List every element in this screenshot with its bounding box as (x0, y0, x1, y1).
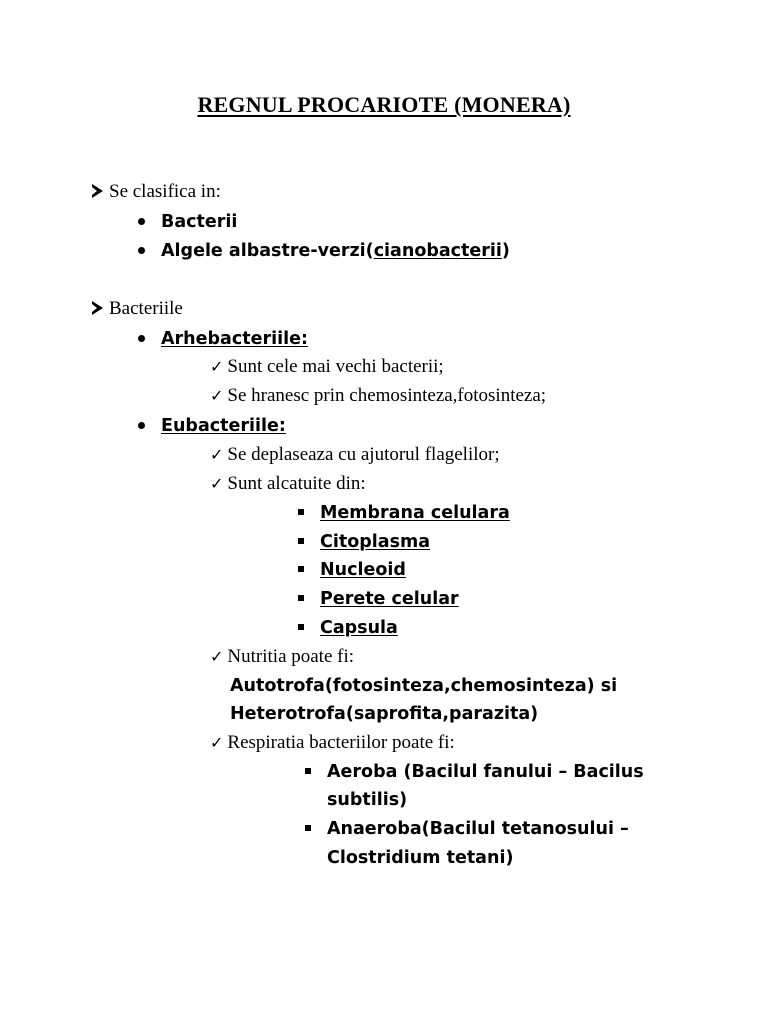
checkmark-icon: ✓ (210, 733, 224, 752)
list-item-text: Bacterii (161, 212, 238, 232)
round-bullet-icon (138, 218, 145, 225)
list-item (138, 327, 308, 351)
list-item (138, 239, 510, 263)
section-classification-heading (92, 180, 221, 204)
list-item (138, 210, 237, 234)
check-item (210, 443, 500, 467)
list-item (138, 414, 286, 438)
underlined-term: cianobacterii (373, 241, 502, 261)
nutrition-text-line: Autotrofa(fotosinteza,chemosinteza) si (230, 676, 618, 696)
square-bullet-icon (305, 768, 311, 774)
component-item (298, 616, 398, 640)
checkmark-icon: ✓ (210, 386, 224, 405)
check-item-text: Se deplaseaza cu ajutorul flagelilor; (227, 444, 500, 465)
square-bullet-icon (298, 538, 304, 544)
check-item (210, 384, 546, 408)
respiration-item (305, 817, 629, 841)
check-item-text: Nutritia poate fi: (227, 646, 355, 667)
round-bullet-icon (138, 335, 145, 342)
respiration-text: Anaeroba(Bacilul tetanosului – (327, 819, 629, 839)
checkmark-icon: ✓ (210, 357, 224, 376)
component-text: Membrana celulara (320, 503, 510, 523)
check-item-text: Sunt cele mai vechi bacterii; (227, 356, 444, 377)
round-bullet-icon (138, 422, 145, 429)
respiration-text-continuation: subtilis) (327, 790, 408, 810)
section-heading-text: Bacteriile (109, 298, 183, 319)
respiration-item (305, 760, 644, 784)
component-text: Citoplasma (320, 532, 431, 552)
square-bullet-icon (298, 624, 304, 630)
check-item (210, 731, 455, 755)
respiration-text-continuation: Clostridium tetani) (327, 848, 514, 868)
component-item (298, 530, 430, 554)
check-item-text: Se hranesc prin chemosinteza,fotosinteza; (227, 385, 547, 406)
check-item-text: Sunt alcatuite din: (227, 473, 366, 494)
arrow-bullet-icon (92, 301, 103, 315)
section-bacteria-heading (92, 297, 183, 321)
component-item (298, 587, 459, 611)
list-item-text-suffix: ) (501, 241, 510, 261)
checkmark-icon: ✓ (210, 474, 224, 493)
square-bullet-icon (305, 825, 311, 831)
page-title: REGNUL PROCARIOTE (MONERA) (197, 92, 571, 117)
check-item (210, 472, 366, 496)
checkmark-icon: ✓ (210, 445, 224, 464)
check-item (210, 645, 354, 669)
check-item-text: Respiratia bacteriilor poate fi: (227, 732, 455, 753)
check-item (210, 355, 444, 379)
component-item (298, 501, 510, 525)
component-text: Perete celular (320, 589, 459, 609)
square-bullet-icon (298, 566, 304, 572)
checkmark-icon: ✓ (210, 647, 224, 666)
nutrition-text-line: Heterotrofa(saprofita,parazita) (230, 704, 539, 724)
underlined-term: Eubacteriile: (161, 416, 286, 436)
underlined-term: Arhebacteriile: (161, 329, 308, 349)
component-text: Nucleoid (320, 560, 406, 580)
section-heading-text: Se clasifica in: (109, 181, 221, 202)
component-item (298, 558, 406, 582)
square-bullet-icon (298, 595, 304, 601)
square-bullet-icon (298, 509, 304, 515)
respiration-text: Aeroba (Bacilul fanului – Bacilus (327, 762, 644, 782)
arrow-bullet-icon (92, 184, 103, 198)
list-item-text: Algele albastre-verzi( (161, 241, 374, 261)
component-text: Capsula (320, 618, 398, 638)
round-bullet-icon (138, 247, 145, 254)
